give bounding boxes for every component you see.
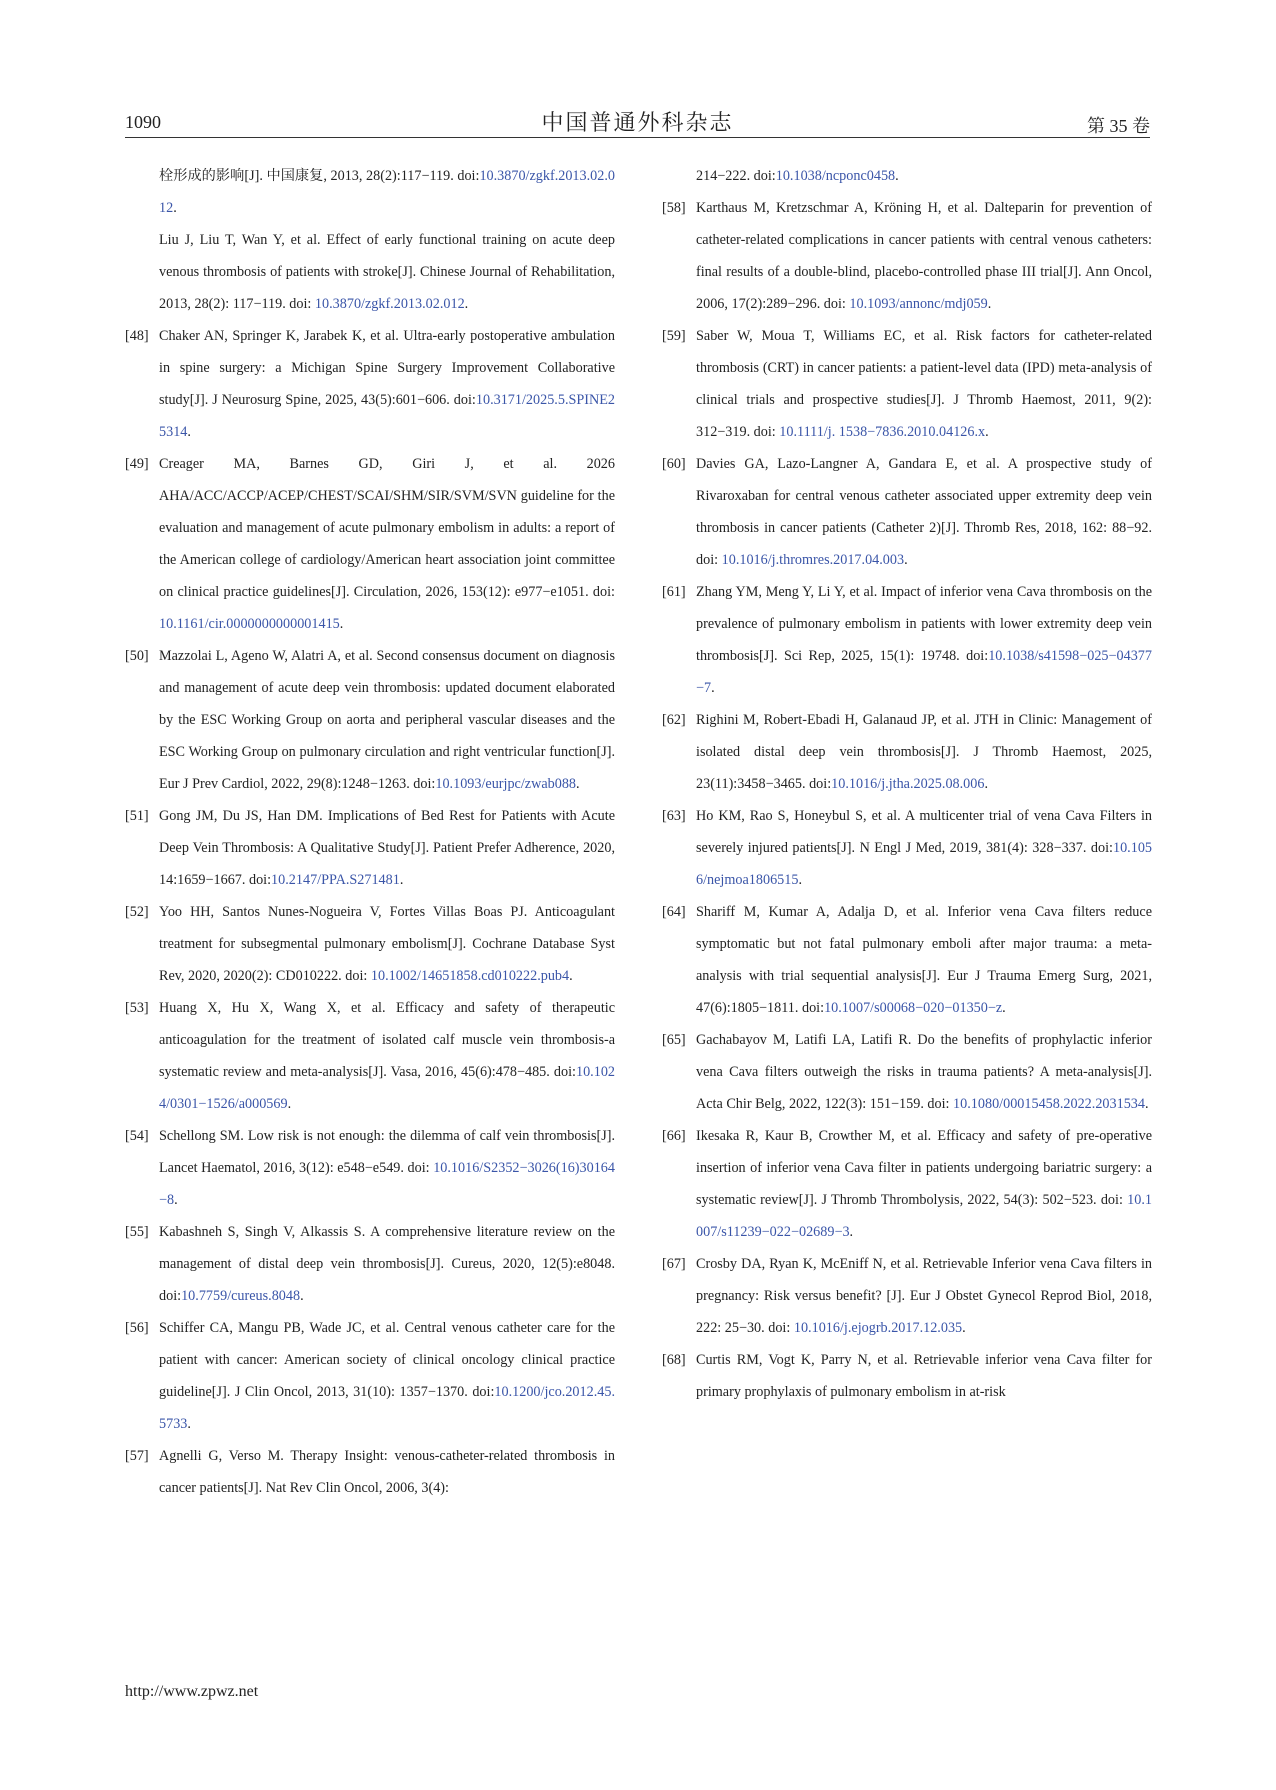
doi-link[interactable]: 10.1007/s00068−020−01350−z <box>824 1000 1003 1016</box>
reference-entry <box>125 1120 615 1216</box>
reference-number: [49] <box>125 456 149 472</box>
reference-end-punctuation: . <box>187 424 191 440</box>
reference-end-punctuation: . <box>984 776 989 792</box>
doi-link[interactable]: 10.1016/j.thromres.2017.04.003 <box>721 552 905 568</box>
reference-entry <box>125 448 615 640</box>
reference-end-punctuation: . <box>399 872 404 888</box>
doi-link[interactable]: 10.1016/j.ejogrb.2017.12.035 <box>793 1320 963 1336</box>
reference-end-punctuation: . <box>987 296 992 312</box>
reference-text: Creager MA, Barnes GD, Giri J, et al. 2026 AHA/ACC/ACCP/ACEP/CHEST/SCAI/SHM/SIR/SVM/SVN guideline for the evaluation and management of acute pulmonary embolism in adults: a report of the American college of cardiology/American heart association joint committee on clinical practice guidelines[J]. Circulation, 2026, 153(12): e977−e1051. doi: <box>159 456 615 600</box>
reference-end-punctuation: . <box>895 168 899 184</box>
reference-text: Karthaus M, Kretzschmar A, Kröning H, et al. Dalteparin for prevention of catheter-related complications in cancer patients with central venous catheters: final results of a double-blind, placebo-controlled phase III trial[J]. Ann Oncol, 2006, 17(2):289−296. doi: <box>696 200 1152 312</box>
reference-number: [50] <box>125 648 149 664</box>
reference-number: [52] <box>125 904 149 920</box>
doi-link[interactable]: 10.3171/2025.5.SPINE25314 <box>159 392 615 440</box>
reference-number: [58] <box>662 200 686 216</box>
doi-link[interactable]: 10.2147/PPA.S271481 <box>271 872 400 888</box>
reference-text: Gong JM, Du JS, Han DM. Implications of Bed Rest for Patients with Acute Deep Vein Thrombosis: A Qualitative Study[J]. Patient Prefer Adherence, 2020, 14:1659−1667. doi: <box>159 808 615 888</box>
reference-number: [63] <box>662 808 686 824</box>
reference-text: Huang X, Hu X, Wang X, et al. Efficacy and safety of therapeutic anticoagulation for the treatment of isolated calf muscle vein thrombosis-a systematic review and meta-analysis[J]. Vasa, 2016, 45(6):478−485. doi: <box>159 1000 615 1080</box>
reference-text: Ho KM, Rao S, Honeybul S, et al. A multicenter trial of vena Cava Filters in severely injured patients[J]. N Engl J Med, 2019, 381(4): 328−337. doi: <box>696 808 1152 856</box>
reference-text: Mazzolai L, Ageno W, Alatri A, et al. Second consensus document on diagnosis and management of acute deep vein thrombosis: updated document elaborated by the ESC Working Group on aorta and peripheral vascular diseases and the ESC Working Group on pulmonary circulation and right ventricular function[J]. Eur J Prev Cardiol, 2022, 29(8):1248−1263. doi: <box>159 648 615 792</box>
reference-entry <box>125 160 615 224</box>
reference-entry <box>125 1216 615 1312</box>
doi-link[interactable]: 10.7759/cureus.8048 <box>181 1288 301 1304</box>
volume-label: 第 35 卷 <box>1087 116 1150 136</box>
reference-end-punctuation: . <box>849 1224 854 1240</box>
reference-entry <box>125 1440 615 1504</box>
reference-end-punctuation: . <box>300 1288 304 1304</box>
reference-number: [55] <box>125 1224 149 1240</box>
reference-text: 214−222. doi: <box>696 168 776 184</box>
reference-text: Saber W, Moua T, Williams EC, et al. Risk factors for catheter-related thrombosis (CRT) in cancer patients: a patient-level data (IPD) meta-analysis of clinical trials and prospective studies[J]. J Thromb Haemost, 2011, 9(2): 312−319. doi: <box>696 328 1152 440</box>
reference-number: [53] <box>125 1000 149 1016</box>
reference-number: [48] <box>125 328 149 344</box>
reference-number: [67] <box>662 1256 686 1272</box>
reference-number: [59] <box>662 328 686 344</box>
reference-entry <box>125 320 615 448</box>
reference-number: [65] <box>662 1032 686 1048</box>
doi-link[interactable]: 10.1002/14651858.cd010222.pub4 <box>370 968 570 984</box>
reference-end-punctuation: . <box>1002 1000 1006 1016</box>
reference-end-punctuation: . <box>174 1192 178 1208</box>
reference-end-punctuation: . <box>1144 1096 1149 1112</box>
left-reference-column <box>125 160 615 1504</box>
reference-entry <box>125 896 615 992</box>
reference-text: Gachabayov M, Latifi LA, Latifi R. Do the benefits of prophylactic inferior vena Cava filters outweigh the risks in trauma patients? A meta-analysis[J]. Acta Chir Belg, 2022, 122(3): 151−159. doi: <box>696 1032 1152 1112</box>
doi-link[interactable]: 10.1038/ncponc0458 <box>775 168 896 184</box>
page-number: 1090 <box>125 112 161 132</box>
doi-link[interactable]: 10.1093/eurjpc/zwab088 <box>435 776 577 792</box>
reference-text: Davies GA, Lazo-Langner A, Gandara E, et al. A prospective study of Rivaroxaban for central venous catheter associated upper extremity deep vein thrombosis in cancer patients (Catheter 2)[J]. Thromb Res, 2018, 162: 88−92. doi: <box>696 456 1152 568</box>
reference-entry <box>662 576 1152 704</box>
reference-end-punctuation: . <box>173 200 177 216</box>
reference-number: [68] <box>662 1352 686 1368</box>
reference-text: Zhang YM, Meng Y, Li Y, et al. Impact of inferior vena Cava thrombosis on the prevalence of pulmonary embolism in patients with lower extremity deep vein thrombosis[J]. Sci Rep, 2025, 15(1): 19748. doi: <box>696 584 1152 664</box>
reference-text: Agnelli G, Verso M. Therapy Insight: venous-catheter-related thrombosis in cancer patients[J]. Nat Rev Clin Oncol, 2006, 3(4): <box>159 1448 615 1496</box>
reference-text: Ikesaka R, Kaur B, Crowther M, et al. Efficacy and safety of pre-operative insertion of inferior vena Cava filter in patients undergoing bariatric surgery: a systematic review[J]. J Thromb Thrombolysis, 2022, 54(3): 502−523. doi: <box>696 1128 1152 1208</box>
reference-end-punctuation: . <box>962 1320 966 1336</box>
reference-entry <box>125 1312 615 1440</box>
reference-text: Kabashneh S, Singh V, Alkassis S. A comprehensive literature review on the management of distal deep vein thrombosis[J]. Cureus, 2020, 12(5):e8048. doi: <box>159 1224 615 1304</box>
doi-link[interactable]: 10.1056/nejmoa1806515 <box>696 840 1152 888</box>
doi-link[interactable]: 10.3870/zgkf.2013.02.012 <box>314 296 465 312</box>
doi-link[interactable]: 10.1111/j. 1538−7836.2010.04126.x <box>779 424 986 440</box>
doi-link[interactable]: 10.1016/j.jtha.2025.08.006 <box>831 776 985 792</box>
reference-entry <box>662 896 1152 1024</box>
reference-text: Chaker AN, Springer K, Jarabek K, et al. Ultra-early postoperative ambulation in spine surgery: a Michigan Spine Surgery Improvement Collaborative study[J]. J Neurosurg Spine, 2025, 43(5):601−606. doi: <box>159 328 615 408</box>
doi-link[interactable]: 10.1038/s41598−025−04377−7 <box>696 648 1152 696</box>
reference-entry <box>662 192 1152 320</box>
doi-link[interactable]: 10.1024/0301−1526/a000569 <box>159 1064 615 1112</box>
reference-number: [57] <box>125 1448 149 1464</box>
reference-entry <box>662 160 1152 192</box>
reference-text: Schiffer CA, Mangu PB, Wade JC, et al. Central venous catheter care for the patient with cancer: American society of clinical oncology clinical practice guideline[J]. J Clin Oncol, 2013, 31(10): 1357−1370. doi: <box>159 1320 615 1400</box>
reference-entry <box>662 1024 1152 1120</box>
reference-text: Liu J, Liu T, Wan Y, et al. Effect of early functional training on acute deep venous thrombosis of patients with stroke[J]. Chinese Journal of Rehabilitation, 2013, 28(2): 117−119. doi: <box>159 232 615 312</box>
journal-title: 中国普通外科杂志 <box>541 110 734 135</box>
doi-link[interactable]: 10.1200/jco.2012.45.5733 <box>159 1384 615 1432</box>
reference-number: [56] <box>125 1320 149 1336</box>
reference-number: [51] <box>125 808 149 824</box>
doi-link[interactable]: 10.1007/s11239−022−02689−3 <box>696 1192 1152 1240</box>
reference-end-punctuation: . <box>985 424 989 440</box>
reference-entry <box>662 448 1152 576</box>
reference-end-punctuation: . <box>464 296 469 312</box>
reference-number: [66] <box>662 1128 686 1144</box>
reference-entry <box>662 320 1152 448</box>
reference-entry <box>662 1120 1152 1248</box>
reference-end-punctuation: . <box>711 680 715 696</box>
reference-text: Crosby DA, Ryan K, McEniff N, et al. Retrievable Inferior vena Cava filters in pregnancy: Risk versus benefit? [J]. Eur J Obstet Gynecol Reprod Biol, 2018, 222: 25−30. doi: <box>696 1256 1152 1336</box>
footer-url[interactable]: http://www.zpwz.net <box>125 1683 259 1700</box>
doi-link[interactable]: 10.1161/cir.0000000000001415 <box>159 616 340 632</box>
reference-number: [62] <box>662 712 686 728</box>
reference-entry <box>662 704 1152 800</box>
reference-number: [61] <box>662 584 686 600</box>
doi-link[interactable]: 10.1093/annonc/mdj059 <box>849 296 988 312</box>
reference-entry <box>125 992 615 1120</box>
reference-text: Yoo HH, Santos Nunes-Nogueira V, Fortes Villas Boas PJ. Anticoagulant treatment for subsegmental pulmonary embolism[J]. Cochrane Database Syst Rev, 2020, 2020(2): CD010222. doi: <box>159 904 615 984</box>
doi-link[interactable]: 10.1016/S2352−3026(16)30164−8 <box>159 1160 615 1208</box>
reference-text: Schellong SM. Low risk is not enough: the dilemma of calf vein thrombosis[J]. Lancet Haematol, 2016, 3(12): e548−e549. doi: <box>159 1128 615 1176</box>
page-header <box>125 104 1150 138</box>
reference-entry <box>125 800 615 896</box>
doi-link[interactable]: 10.3870/zgkf.2013.02.012 <box>159 168 615 216</box>
reference-end-punctuation: . <box>287 1096 292 1112</box>
reference-entry <box>662 1344 1152 1408</box>
reference-end-punctuation: . <box>904 552 908 568</box>
doi-link[interactable]: 10.1080/00015458.2022.2031534 <box>953 1096 1145 1112</box>
reference-end-punctuation: . <box>339 616 344 632</box>
reference-text: Curtis RM, Vogt K, Parry N, et al. Retrievable inferior vena Cava filter for primary prophylaxis of pulmonary embolism in at-risk <box>696 1352 1152 1400</box>
reference-number: [54] <box>125 1128 149 1144</box>
reference-text: 栓形成的影响[J]. 中国康复, 2013, 28(2):117−119. doi: <box>159 168 480 184</box>
reference-entry <box>662 800 1152 896</box>
reference-text: Righini M, Robert-Ebadi H, Galanaud JP, et al. JTH in Clinic: Management of isolated distal deep vein thrombosis[J]. J Thromb Haemost, 2025, 23(11):3458−3465. doi: <box>696 712 1152 792</box>
reference-entry <box>662 1248 1152 1344</box>
reference-text: Shariff M, Kumar A, Adalja D, et al. Inferior vena Cava filters reduce symptomatic but not fatal pulmonary emboli after major trauma: a meta-analysis with trial sequential analysis[J]. Eur J Trauma Emerg Surg, 2021, 47(6):1805−1811. doi: <box>696 904 1152 1016</box>
reference-end-punctuation: . <box>576 776 580 792</box>
right-reference-column <box>662 160 1152 1408</box>
reference-end-punctuation: . <box>798 872 802 888</box>
reference-end-punctuation: . <box>569 968 573 984</box>
reference-number: [64] <box>662 904 686 920</box>
reference-number: [60] <box>662 456 686 472</box>
reference-entry <box>125 224 615 320</box>
reference-entry <box>125 640 615 800</box>
reference-end-punctuation: . <box>187 1416 191 1432</box>
